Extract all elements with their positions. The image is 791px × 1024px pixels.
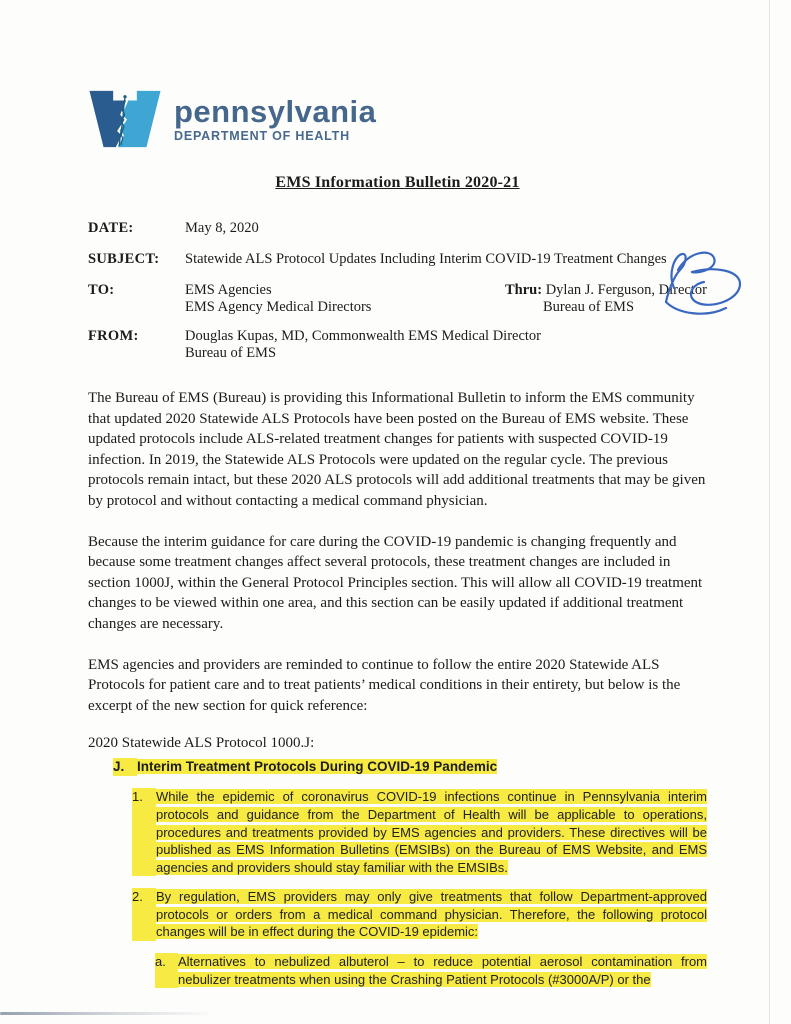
logo-department-text: DEPARTMENT OF HEALTH: [174, 128, 350, 143]
memo-row-to: [88, 282, 707, 316]
from-line: Bureau of EMS: [185, 345, 277, 361]
item-text: By regulation, EMS providers may only give treatments that follow Department-approved protocols or orders from a medical command physician. Therefore, the following protocol changes will be in effect during the COVID-19 epidemic:: [156, 889, 707, 940]
date-value: May 8, 2020: [185, 220, 259, 236]
scan-bottom-line: [0, 1012, 215, 1015]
memo-header: [88, 220, 707, 362]
subject-label: SUBJECT:: [88, 251, 160, 267]
item-text: While the epidemic of coronavirus COVID-19 infections continue in Pennsylvania interim protocols and guidance from the Department of Health will be applicable to operations, procedures and treatments provided by EMS agencies and providers. These directives will be published as EMS Information Bulletins (EMSIBs) on the Bureau of EMS Website, and EMS agencies and providers should stay familiar with the EMSIBs.: [156, 789, 707, 875]
item-number: 2.: [132, 888, 156, 941]
thru-name: Dylan J. Ferguson, Director: [545, 282, 707, 298]
from-label: FROM:: [88, 328, 139, 344]
pa-doh-logo: [88, 82, 707, 156]
body-paragraph: The Bureau of EMS (Bureau) is providing this Informational Bulletin to inform the EMS community that updated 2020 Statewide ALS Protocols have been posted on the Bureau of EMS website. These updated protocols include ALS-related treatment changes for patients with suspected COVID-19 infection. In 2019, the Statewide ALS Protocols were updated on the regular cycle. The previous protocols remain intact, but these 2020 ALS protocols will add additional treatments that may be given by protocol and without contacting a medical command physician.: [88, 390, 706, 509]
item-number: 1.: [132, 788, 156, 876]
section-letter: J.: [113, 758, 137, 776]
memo-row-date: [88, 220, 707, 237]
bulletin-title: EMS Information Bulletin 2020-21: [275, 174, 520, 191]
to-line: EMS Agency Medical Directors: [185, 299, 372, 315]
memo-row-from: [88, 328, 707, 362]
subitem-text: Alternatives to nebulized albuterol – to reduce potential aerosol contamination from nebulizer treatments when using the Crashing Patient Protocols (#3000A/P) or the: [178, 954, 707, 987]
memo-row-subject: [88, 251, 707, 268]
subject-value: Statewide ALS Protocol Updates Including Interim COVID-19 Treatment Changes: [185, 251, 667, 267]
logo-wordmark: pennsylvania: [174, 93, 377, 129]
body-paragraph: Because the interim guidance for care during the COVID-19 pandemic is changing frequently and because some treatment changes affect several protocols, these treatment changes are included in section 1000J, within the General Protocol Principles section. This will allow all COVID-19 treatment changes to be viewed within one area, and this section can be easily updated if additional treatment changes are necessary.: [88, 533, 703, 632]
from-value: [185, 328, 707, 362]
scan-edge-line: [769, 0, 770, 1024]
from-line: Douglas Kupas, MD, Commonwealth EMS Medical Director: [185, 328, 542, 344]
keystone-caduceus-icon: [88, 82, 162, 156]
thru-org: Bureau of EMS: [543, 299, 635, 315]
body-paragraph: EMS agencies and providers are reminded to continue to follow the entire 2020 Statewide ALS Protocols for patient care and to treat patients’ medical conditions in their entirety, but below is the excerpt of the new section for quick reference:: [88, 656, 681, 714]
to-label: TO:: [88, 282, 115, 298]
date-label: DATE:: [88, 220, 134, 236]
signature-scribble: [648, 244, 758, 322]
protocol-item-1: [132, 788, 707, 876]
protocol-item-2: [132, 888, 707, 941]
protocol-intro: 2020 Statewide ALS Protocol 1000.J:: [88, 735, 315, 752]
thru-label: Thru:: [505, 282, 543, 298]
protocol-subitem-a: [155, 953, 707, 988]
protocol-section-heading: [113, 758, 707, 776]
section-heading-text: Interim Treatment Protocols During COVID-19 Pandemic: [137, 759, 498, 775]
to-line: EMS Agencies: [185, 282, 272, 298]
subitem-letter: a.: [155, 953, 178, 988]
